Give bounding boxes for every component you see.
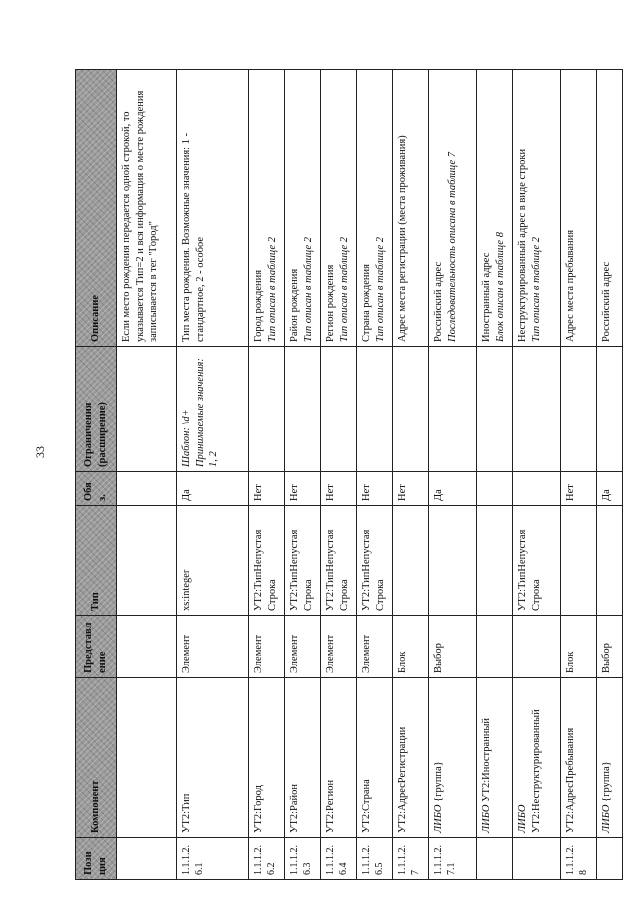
description-text: Город рождения [253, 269, 264, 342]
component-prefix: ЛИБО [481, 804, 492, 833]
header-restrictions: Ограничения (расширение) [76, 347, 117, 472]
cell-component [477, 678, 513, 838]
component-text: УТ2:Неструктурированный [530, 709, 542, 833]
component-prefix: ЛИБО [601, 804, 612, 833]
cell-type: УТ2:ТипНепустая Строка [513, 506, 561, 616]
table-header-row [76, 70, 117, 880]
table-row [357, 70, 393, 880]
description-note: Тип описан в таблице 2 [374, 237, 386, 342]
rotated-table-container [75, 70, 612, 880]
cell-component: УТ2:Регион [321, 678, 357, 838]
table-row [477, 70, 513, 880]
cell-representation: Элемент [177, 616, 249, 678]
cell-type: УТ2:ТипНепустая Строка [321, 506, 357, 616]
cell-description: Адрес места регистрации (места проживания) [393, 70, 429, 347]
cell-position: 1.1.1.2. 7.1 [429, 838, 477, 880]
cell-component [597, 678, 623, 838]
description-note: Тип описан в таблице 2 [530, 237, 542, 342]
cell-position: 1.1.1.2. 8 [561, 838, 597, 880]
cell-description: Если место рождения передается одной строкой, то указывается Тип=2 и вся информация о месте рождения записывается в тег "Город" [117, 70, 177, 347]
header-type: Тип [76, 506, 117, 616]
cell-description [285, 70, 321, 347]
cell-component: УТ2:АдресПребывания [561, 678, 597, 838]
cell-representation: Выбор [597, 616, 623, 678]
description-note: Тип описан в таблице 2 [302, 237, 314, 342]
cell-required: Нет [249, 472, 285, 506]
description-text: Регион рождения [325, 264, 336, 342]
cell-position: 1.1.1.2. 7 [393, 838, 429, 880]
cell-required: Да [597, 472, 623, 506]
cell-required: Нет [393, 472, 429, 506]
description-text: Район рождения [289, 268, 300, 342]
cell-position: 1.1.1.2. 6.2 [249, 838, 285, 880]
header-representation: Представл ение [76, 616, 117, 678]
spec-table [75, 69, 623, 880]
cell-component: УТ2:Страна [357, 678, 393, 838]
cell-component: УТ2:Район [285, 678, 321, 838]
table-row [117, 70, 177, 880]
header-component: Компонент [76, 678, 117, 838]
cell-description [357, 70, 393, 347]
header-required: Обя з. [76, 472, 117, 506]
table-row [561, 70, 597, 880]
header-description: Описание [76, 70, 117, 347]
cell-description [321, 70, 357, 347]
cell-required: Нет [321, 472, 357, 506]
cell-required: Нет [285, 472, 321, 506]
restriction-allowed: Принимаемые значения: [194, 358, 206, 467]
description-text: Российский адрес [433, 261, 444, 342]
cell-type: УТ2:ТипНепустая Строка [357, 506, 393, 616]
cell-description [477, 70, 513, 347]
description-text: Страна рождения [361, 264, 372, 342]
cell-position: 1.1.1.2. 6.3 [285, 838, 321, 880]
cell-position: 1.1.1.2. 6.1 [177, 838, 249, 880]
cell-component [429, 678, 477, 838]
cell-type: УТ2:ТипНепустая Строка [249, 506, 285, 616]
cell-type: УТ2:ТипНепустая Строка [285, 506, 321, 616]
description-note: Блок описан в таблице 8 [494, 232, 506, 342]
cell-representation: Выбор [429, 616, 477, 678]
component-text: {группа} [433, 761, 444, 802]
cell-component: УТ2:АдресРегистрации [393, 678, 429, 838]
cell-description [249, 70, 285, 347]
table-row [321, 70, 357, 880]
cell-representation: Элемент [285, 616, 321, 678]
table-row [597, 70, 623, 880]
description-text: Иностранный адрес [481, 252, 492, 342]
component-prefix: ЛИБО [433, 804, 444, 833]
cell-representation: Элемент [249, 616, 285, 678]
restriction-pattern: Шаблон: \d+ [181, 409, 192, 467]
table-row [393, 70, 429, 880]
description-note: Тип описан в таблице 2 [338, 237, 350, 342]
cell-description: Адрес места пребывания [561, 70, 597, 347]
cell-restrictions [177, 347, 249, 472]
cell-required: Нет [561, 472, 597, 506]
description-note: Тип описан в таблице 2 [266, 237, 278, 342]
cell-description [513, 70, 561, 347]
component-prefix: ЛИБО [517, 804, 528, 833]
cell-required: Нет [357, 472, 393, 506]
cell-component: УТ2:Город [249, 678, 285, 838]
cell-component: УТ2:Тип [177, 678, 249, 838]
cell-description: Тип места рождения. Возможные значения: 1 - стандартное, 2 - особое [177, 70, 249, 347]
restriction-values: 1, 2 [208, 451, 220, 467]
cell-required: Да [429, 472, 477, 506]
description-note: Последовательность описана в таблице 7 [446, 152, 458, 342]
cell-required: Да [177, 472, 249, 506]
cell-description: Российский адрес [597, 70, 623, 347]
table-row [177, 70, 249, 880]
cell-representation: Блок [393, 616, 429, 678]
table-row [249, 70, 285, 880]
component-text: УТ2:Иностранный [481, 717, 492, 802]
component-text: {группа} [601, 761, 612, 802]
cell-description [429, 70, 477, 347]
cell-component [513, 678, 561, 838]
cell-position: 1.1.1.2. 6.4 [321, 838, 357, 880]
table-row [429, 70, 477, 880]
header-position: Пози ция [76, 838, 117, 880]
page-number: 33 [33, 446, 47, 458]
cell-representation: Элемент [321, 616, 357, 678]
table-row [513, 70, 561, 880]
cell-representation: Блок [561, 616, 597, 678]
cell-type: xs:integer [177, 506, 249, 616]
table-row [285, 70, 321, 880]
description-text: Неструктурированный адрес в виде строки [517, 148, 528, 342]
cell-position: 1.1.1.2. 6.5 [357, 838, 393, 880]
cell-representation: Элемент [357, 616, 393, 678]
